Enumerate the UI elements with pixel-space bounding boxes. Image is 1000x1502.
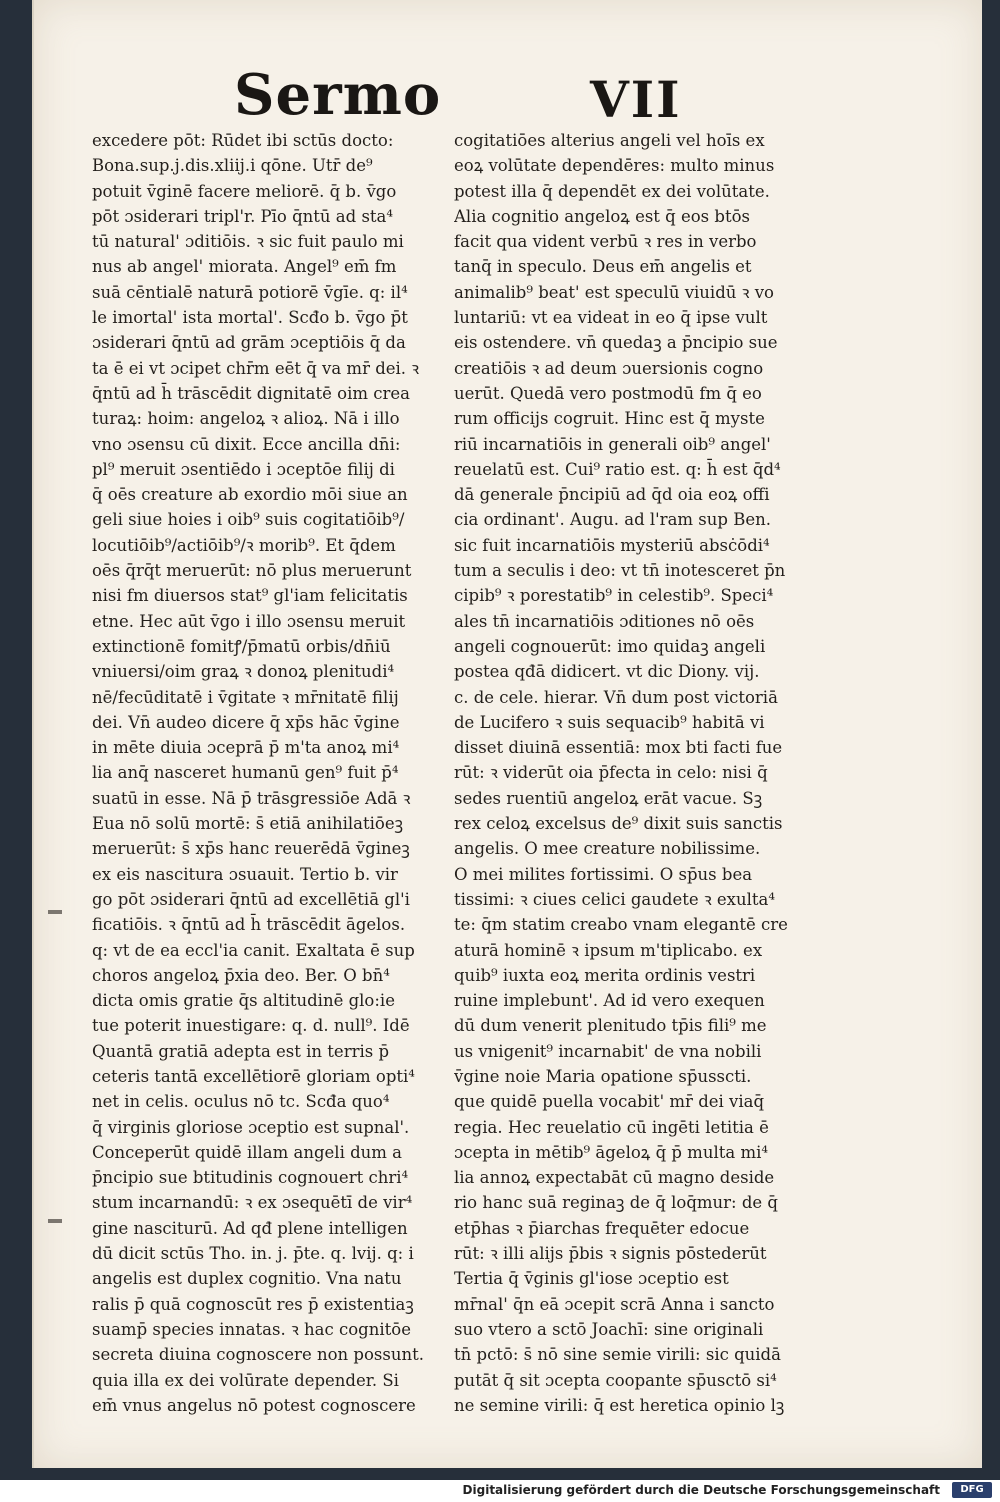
text-line: disset diuinā essentiā: mox bti facti fue xyxy=(454,738,783,758)
text-line: uerūt. Quedā vero postmodū fm q̄ eo xyxy=(454,383,762,403)
text-line: etne. Hec aūt v̄go i illo ɔsensu meruit xyxy=(92,611,406,631)
footer-bar xyxy=(0,1480,1000,1502)
text-line: in mēte diuia ɔceprā p̄ m'ta anoꝝ mi⁴ xyxy=(92,738,400,758)
text-line: pōt ɔsiderari tripl'r. Pīo q̄ntū ad sta⁴ xyxy=(92,206,393,226)
text-line: rūt: ꝛ illi alijs p̄bis ꝛ signis pōstederūt xyxy=(454,1244,767,1264)
text-line: eis ostendere. vn̄ quedaꝫ a p̄ncipio sue xyxy=(454,333,778,353)
text-line: choros angeloꝝ p̄xia deo. Ber. O bn̄⁴ xyxy=(92,965,390,985)
book-page xyxy=(32,0,982,1468)
text-line: us vnigenit⁹ incarnabit' de vna nobili xyxy=(454,1041,762,1061)
text-line: suo vtero a sctō Joachī: sine originali xyxy=(454,1319,764,1339)
text-line: pl⁹ meruit ɔsentiēdo i ɔceptōe filij di xyxy=(92,459,395,479)
text-line: que quidē puella vocabit' mr̄ dei viaq̄ xyxy=(454,1092,765,1112)
text-line: Conceperūt quidē illam angeli dum a xyxy=(92,1142,403,1162)
text-line: ales tn̄ incarnatiōis ɔditiones nō oēs xyxy=(454,611,755,631)
text-line: ceteris tantā excellētiorē gloriam opti⁴ xyxy=(92,1066,415,1086)
text-line: q: vt de ea eccl'ia canit. Exaltata ē sup xyxy=(92,940,415,960)
text-line: cogitatiōes alterius angeli vel hoīs ex xyxy=(454,131,765,150)
text-line: p̄ncipio sue btitudinis cognouert chri⁴ xyxy=(92,1168,409,1188)
text-line: em̄ vnus angelus nō potest cognoscere xyxy=(92,1395,416,1415)
text-line: dei. Vn̄ audeo dicere q̄ xp̄s hāc v̄gine xyxy=(92,712,400,732)
text-line: nisi fm diuersos stat⁹ gl'iam felicitatis xyxy=(92,586,408,606)
text-line: q̄ oēs creature ab exordio mōi siue an xyxy=(92,485,408,505)
text-line: go pōt ɔsiderari q̄ntū ad excellētiā gl'i xyxy=(92,889,410,909)
text-line: tum a seculis i deo: vt tn̄ inotesceret p̄n xyxy=(454,561,786,581)
text-line: tissimi: ꝛ ciues celici gaudete ꝛ exulta⁴ xyxy=(454,889,775,909)
text-line: suā cēntialē naturā potiorē v̄gīe. q: il⁴ xyxy=(92,282,408,302)
text-line: extinctionē fomitꝭ/p̄matū orbis/dn̄iū xyxy=(92,636,391,656)
text-line: postea qđā didicert. vt dic Diony. vij. xyxy=(454,662,760,682)
text-line: potuit v̄ginē facere meliorē. q̄ b. v̄go xyxy=(92,181,397,201)
text-line: nē/fecūditatē i v̄gitate ꝛ mr̄nitatē filij xyxy=(92,687,399,707)
text-line: quia illa ex dei volūrate depender. Si xyxy=(92,1370,399,1390)
text-line: animalib⁹ beat' est speculū viuidū ꝛ vo xyxy=(454,282,774,302)
text-line: O mei milites fortissimi. O sp̄us bea xyxy=(454,864,753,884)
text-line: mr̄nal' q̄n eā ɔcepit scrā Anna i sancto xyxy=(454,1294,775,1314)
left-text-column xyxy=(92,128,460,1418)
text-line: sic fuit incarnatiōis mysteriū absċōdi⁴ xyxy=(454,535,770,555)
heading-numeral: VII xyxy=(590,70,682,129)
text-line: geli siue hoies i oib⁹ suis cogitatiōib⁹/ xyxy=(92,510,405,530)
text-line: cipib⁹ ꝛ porestatib⁹ in celestib⁹. Speci⁴ xyxy=(454,586,774,606)
text-line: eoꝝ volūtate dependēres: multo minus xyxy=(454,156,775,176)
text-line: secreta diuina cognoscere non possunt. xyxy=(92,1345,424,1365)
text-line: cia ordinant'. Augu. ad l'ram sup Ben. xyxy=(454,510,771,530)
text-line: suatū in esse. Nā p̄ trāsgressiōe Adā ꝛ xyxy=(92,788,411,808)
text-line: dicta omis gratie q̄s altitudinē glo:ie xyxy=(92,991,395,1011)
text-line: rum officijs cogruit. Hinc est q̄ myste xyxy=(454,409,765,429)
text-line: lia annoꝝ expectabāt cū magno deside xyxy=(454,1168,775,1188)
text-line: vniuersi/oim graꝝ ꝛ donoꝝ plenitudi⁴ xyxy=(92,662,395,682)
text-line: stum incarnandū: ꝛ ex ɔsequētī de vir⁴ xyxy=(92,1193,413,1213)
text-line: locutiōib⁹/actiōib⁹/ꝛ morib⁹. Et q̄dem xyxy=(92,535,396,555)
text-line: Alia cognitio angeloꝝ est q̄ eos btōs xyxy=(454,206,750,226)
text-line: sedes ruentiū angeloꝝ erāt vacue. Sꝫ xyxy=(454,788,763,808)
text-line: angeli cognouerūt: imo quidaꝫ angeli xyxy=(454,636,766,656)
text-line: angelis est duplex cognitio. Vna natu xyxy=(92,1269,402,1289)
text-line: oēs q̄rq̄t meruerūt: nō plus meruerunt xyxy=(92,561,412,581)
text-line: etp̄has ꝛ p̄iarchas frequēter edocue xyxy=(454,1218,750,1238)
text-line: ne semine virili: q̄ est heretica opinio lꝫ xyxy=(454,1395,785,1415)
text-line: quib⁹ iuxta eoꝝ merita ordinis vestri xyxy=(454,965,756,985)
text-line: ex eis nascitura ɔsuauit. Tertio b. vir xyxy=(92,864,398,884)
text-line: aturā hominē ꝛ ipsum m'tiplicabo. ex xyxy=(454,940,763,960)
right-text-column xyxy=(454,128,834,1418)
text-line: rex celoꝝ excelsus de⁹ dixit suis sanctis xyxy=(454,814,783,834)
text-line: tanq̄ in speculo. Deus em̄ angelis et xyxy=(454,257,752,277)
text-line: Quantā gratiā adepta est in terris p̄ xyxy=(92,1041,390,1061)
text-line: net in celis. oculus nō tc. Scđa quo⁴ xyxy=(92,1092,390,1112)
text-line: rūt: ꝛ viderūt oia p̄fecta in celo: nisi q̄ xyxy=(454,763,768,783)
text-line: turaꝝ: hoim: angeloꝝ ꝛ alioꝝ. Nā i illo xyxy=(92,409,400,429)
text-line: facit qua vident verbū ꝛ res in verbo xyxy=(454,232,757,252)
footer-credit: Digitalisierung gefördert durch die Deutsche Forschungsgemeinschaft xyxy=(462,1483,940,1497)
text-line: tue poterit inuestigare: q. d. null⁹. Idē xyxy=(92,1016,410,1036)
text-line: ralis p̄ quā cognoscūt res p̄ existentiaꝫ xyxy=(92,1294,414,1314)
text-line: riū incarnatiōis in generali oib⁹ angel' xyxy=(454,434,771,454)
text-line: tū natural' ɔditiōis. ꝛ sic fuit paulo mi xyxy=(92,232,404,252)
text-line: v̄gine noie Maria opatione sp̄usscti. xyxy=(454,1066,752,1086)
text-line: Eua nō solū mortē: s̄ etiā anihilatiōeꝫ xyxy=(92,814,404,834)
text-line: rio hanc suā reginaꝫ de q̄ loq̄mur: de q̄ xyxy=(454,1193,778,1213)
text-line: regia. Hec reuelatio cū ingēti letitia ē xyxy=(454,1117,769,1137)
heading-title: Sermo xyxy=(234,62,442,128)
text-line: q̄ntū ad h̄ trāscēdit dignitatē oim crea xyxy=(92,383,410,403)
text-line: Bona.sup.j.dis.xliij.i qōne. Utr̄ de⁹ xyxy=(92,156,373,176)
text-line: c. de cele. hierar. Vn̄ dum post victoriā xyxy=(454,687,778,707)
text-line: luntariū: vt ea videat in eo q̄ ipse vult xyxy=(454,308,768,328)
margin-mark xyxy=(48,1219,62,1223)
text-line: reuelatū est. Cui⁹ ratio est. q: h̄ est q̄d⁴ xyxy=(454,459,781,479)
text-line: excedere pōt: Rūdet ibi sctūs docto: xyxy=(92,131,394,150)
text-line: angelis. O mee creature nobilissime. xyxy=(454,839,761,859)
text-line: dā generale p̄ncipiū ad q̄d oia eoꝝ offi xyxy=(454,485,770,505)
text-line: ruine implebunt'. Ad id vero exequen xyxy=(454,991,765,1011)
text-line: ta ē ei vt ɔcipet chr̄m eēt q̄ va mr̄ dei. ꝛ xyxy=(92,358,420,378)
text-line: dū dum venerit plenitudo tp̄is fili⁹ me xyxy=(454,1016,767,1036)
text-line: vno ɔsensu cū dixit. Ecce ancilla dn̄i: xyxy=(92,434,401,454)
text-line: putāt q̄ sit ɔcepta coopante sp̄usctō si⁴ xyxy=(454,1370,777,1390)
text-line: ɔcepta in mētib⁹ āgeloꝝ q̄ p̄ multa mi⁴ xyxy=(454,1142,768,1162)
text-line: lia anq̄ nasceret humanū gen⁹ fuit p̄⁴ xyxy=(92,763,399,783)
page-heading xyxy=(34,52,982,132)
text-line: ficatiōis. ꝛ q̄ntū ad h̄ trāscēdit āgelos. xyxy=(92,915,406,935)
text-line: meruerūt: s̄ xp̄s hanc reuerēdā v̄gineꝫ xyxy=(92,839,410,859)
text-line: gine nasciturū. Ad qđ plene intelligen xyxy=(92,1218,408,1238)
text-line: ɔsiderari q̄ntū ad grām ɔceptiōis q̄ da xyxy=(92,333,406,353)
text-line: Tertia q̄ v̄ginis gl'iose ɔceptio est xyxy=(454,1269,729,1289)
text-line: te: q̄m statim creabo vnam elegantē cre xyxy=(454,915,788,935)
text-line: suamp̄ species innatas. ꝛ hac cognitōe xyxy=(92,1319,411,1339)
dfg-logo: DFG xyxy=(952,1482,992,1498)
text-line: potest illa q̄ dependēt ex dei volūtate. xyxy=(454,181,770,201)
text-line: tn̄ pctō: s̄ nō sine semie virili: sic quidā xyxy=(454,1345,781,1365)
text-line: de Lucifero ꝛ suis sequacib⁹ habitā vi xyxy=(454,712,765,732)
text-line: nus ab angel' miorata. Angel⁹ em̄ fm xyxy=(92,257,397,277)
text-line: dū dicit sctūs Tho. in. j. p̄te. q. lvij. q: i xyxy=(92,1244,414,1264)
text-line: q̄ virginis gloriose ɔceptio est supnal'. xyxy=(92,1117,410,1137)
text-line: le imortal' ista mortal'. Scđo b. v̄go p̄t xyxy=(92,308,408,328)
margin-mark xyxy=(48,910,62,914)
text-line: creatiōis ꝛ ad deum ɔuersionis cogno xyxy=(454,358,764,378)
